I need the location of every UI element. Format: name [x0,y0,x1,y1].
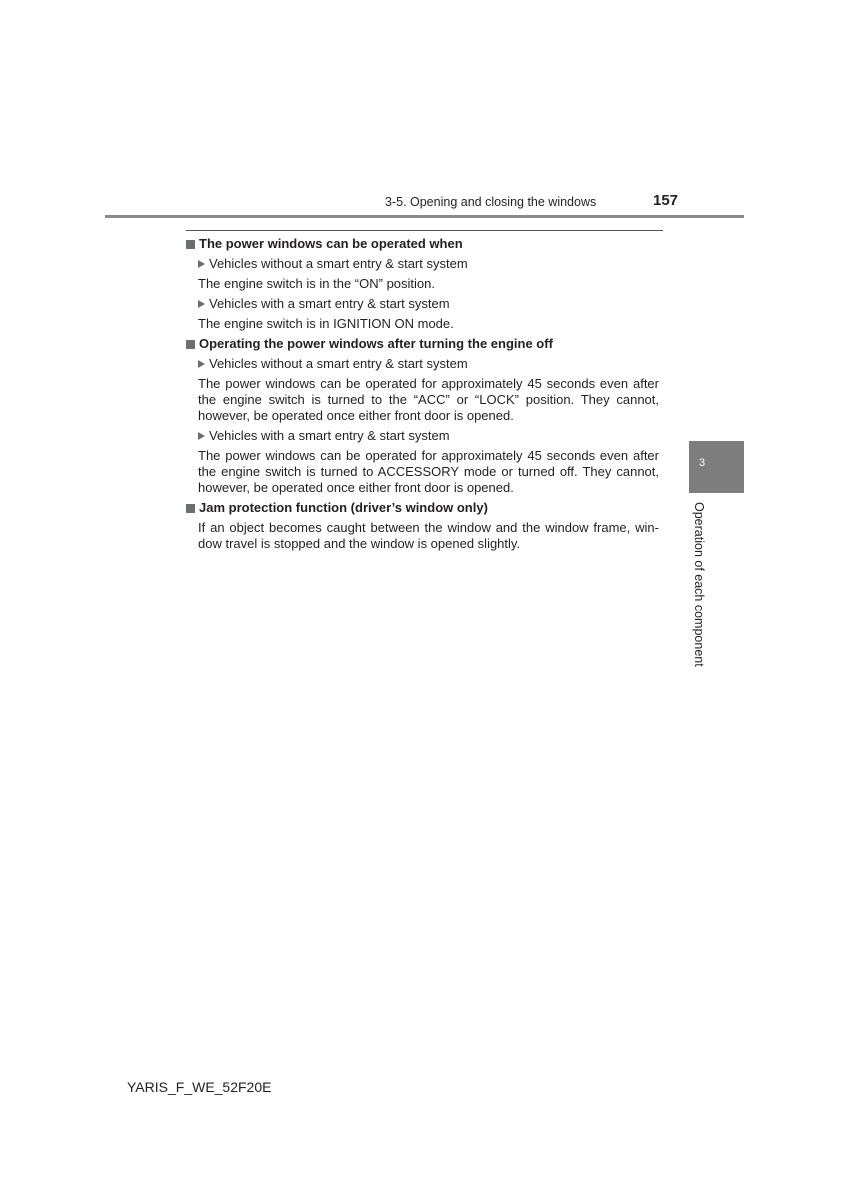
header-section-title: 3-5. Opening and closing the windows [385,195,597,209]
square-bullet-icon [186,504,195,513]
condition-text: Vehicles with a smart entry & start system [209,428,450,443]
triangle-bullet-icon [198,360,205,368]
condition-line [198,428,659,444]
chapter-number: 3 [699,457,706,469]
header-rule [105,215,744,218]
triangle-bullet-icon [198,432,205,440]
condition-text: Vehicles without a smart entry & start system [209,256,468,271]
body-paragraph: The power windows can be operated for approximately 45 seconds even after the engine switch is turned to the “ACC” or “LOCK” position. They cannot, however, be operated once either front door is opened. [198,376,659,423]
section-heading-text: The power windows can be operated when [199,236,463,251]
body-paragraph: The engine switch is in the “ON” position. [198,276,435,291]
section-heading-text: Jam protection function (driver’s window only) [199,500,488,515]
condition-line [198,256,659,272]
page-content [186,236,659,552]
section-heading [186,336,659,352]
condition-line [198,356,659,372]
triangle-bullet-icon [198,260,205,268]
content-top-rule [186,230,663,231]
triangle-bullet-icon [198,300,205,308]
condition-line [198,296,659,312]
condition-text: Vehicles with a smart entry & start system [209,296,450,311]
chapter-tab [689,441,744,493]
body-paragraph: The engine switch is in IGNITION ON mode. [198,316,454,331]
chapter-side-label: Operation of each component [692,502,706,667]
body-paragraph: If an object becomes caught between the window and the window frame, window travel is stopped and the window is opened slightly. [198,520,659,551]
section-heading [186,500,659,516]
body-paragraph: The power windows can be operated for approximately 45 seconds even after the engine switch is turned to ACCESSORY mode or turned off. They cannot, however, be operated once either front door is opened. [198,448,659,495]
condition-text: Vehicles without a smart entry & start system [209,356,468,371]
footer-code: YARIS_F_WE_52F20E [127,1079,272,1095]
section-heading [186,236,659,252]
section-heading-text: Operating the power windows after turning the engine off [199,336,553,351]
square-bullet-icon [186,240,195,249]
square-bullet-icon [186,340,195,349]
page-number: 157 [653,192,679,209]
